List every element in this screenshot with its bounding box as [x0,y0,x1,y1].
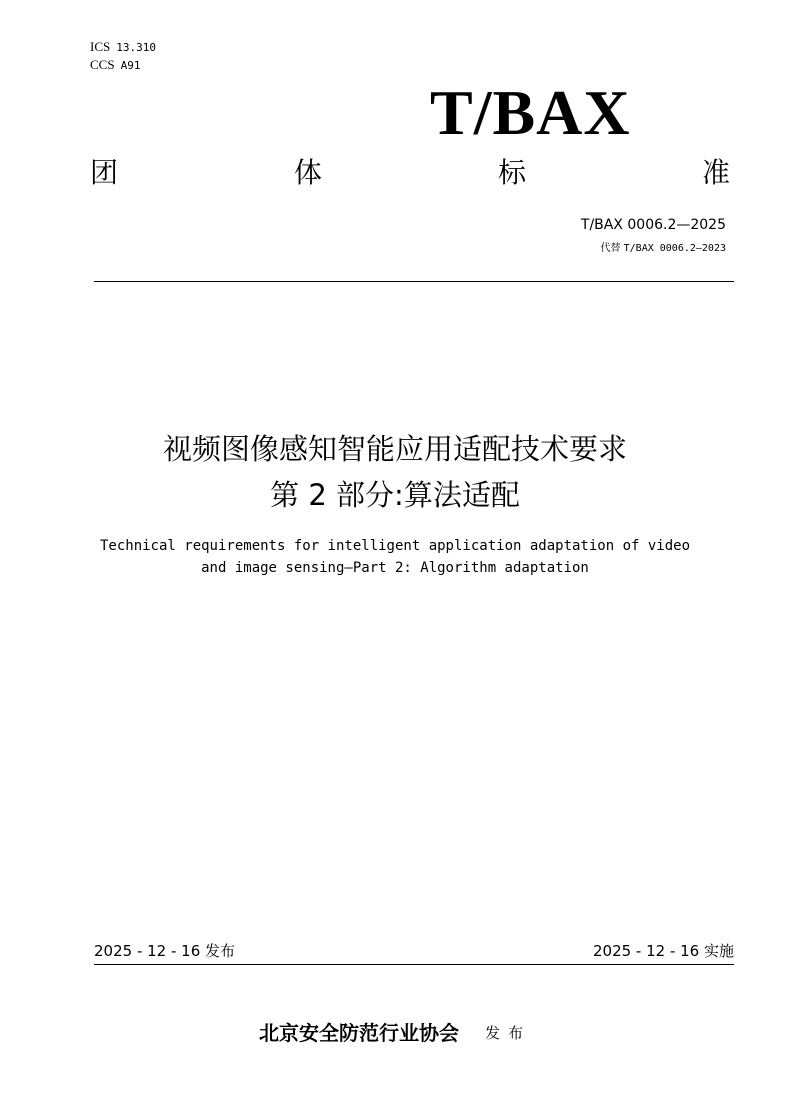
title-en-line1: Technical requirements for intelligent application adaptation of video [99,538,690,554]
standard-type-char: 团 [90,156,119,189]
ccs-value: A91 [120,59,141,72]
standard-type-heading [90,154,730,192]
replaces-label: 代替 [600,243,621,254]
ics-value: 13.310 [116,41,156,54]
ccs-code [90,58,140,73]
publisher-name: 北京安全防范行业协会 [258,1021,459,1045]
release-date: 2025 - 12 - 16 发布 [94,942,236,960]
ccs-label: CCS [90,57,115,72]
standard-type-char: 准 [701,156,730,189]
header-divider [94,281,734,282]
publish-label: 发布 [484,1024,531,1042]
footer-divider [94,964,734,965]
ics-code [90,40,156,55]
title-cn-line2: 第 2 部分:算法适配 [270,478,520,512]
standard-type-char: 体 [293,156,322,189]
title-cn-line1: 视频图像感知智能应用适配技术要求 [162,432,627,466]
replaces-note [600,242,726,256]
standard-type-char: 标 [497,156,526,189]
implementation-date: 2025 - 12 - 16 实施 [592,942,734,960]
publisher-line [0,1018,790,1048]
standard-logo: T/BAX [430,77,631,148]
replaces-code: T/BAX 0006.2—2023 [623,243,726,254]
ics-label: ICS [90,39,111,54]
title-en-line2: and image sensing—Part 2: Algorithm adaptation [201,560,589,576]
document-number: T/BAX 0006.2—2025 [580,217,726,233]
